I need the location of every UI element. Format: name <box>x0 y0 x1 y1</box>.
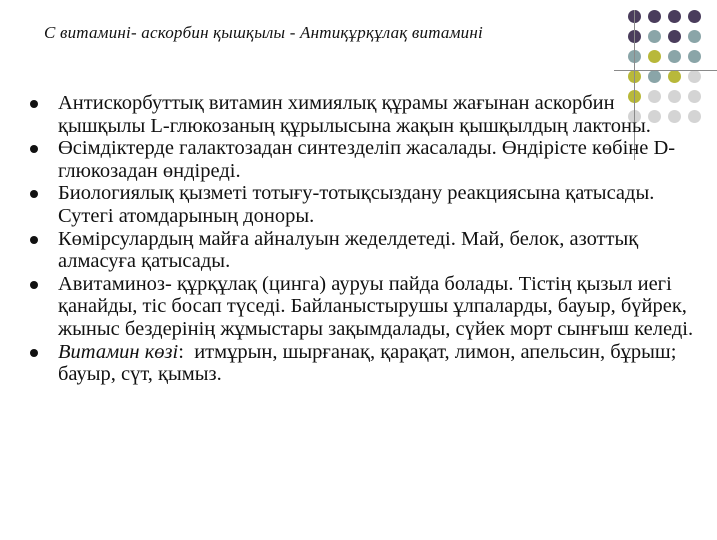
bullet-icon <box>30 100 38 108</box>
bullet-text: Авитаминоз- құрқұлақ (цинга) ауруы пайда болады. Тістің қызыл иегі қанайды, тіс босап түседі. Байланыстырушы ұлпаларды, бауыр, бүйрек, жыныс бездерінің жұмыстары зақымдалады, сүйек морт сынғыш келеді. <box>58 272 694 340</box>
slide-title: С витамині- аскорбин қышқылы - Антиқұрқұлақ витамині <box>44 23 483 42</box>
bullet-text: Биологиялық қызметі тотығу-тотықсыздану реакциясына қатысады. Сутегі атомдарының доноры. <box>58 182 655 227</box>
bullet-text: Антискорбуттық витамин химиялық құрамы жағынан аскорбин қышқылы L-глюкозаның құрылысына жақын қышқылдың лактоны. <box>58 92 651 137</box>
decorative-dot <box>688 10 701 23</box>
decorative-dot <box>668 70 681 83</box>
bullet-icon <box>30 281 38 289</box>
source-separator: : <box>178 340 195 363</box>
bullet-icon <box>30 190 38 198</box>
decorative-dot <box>688 70 701 83</box>
bullet-icon <box>30 236 38 244</box>
decorative-dot <box>648 10 661 23</box>
bullet-icon <box>30 145 38 153</box>
bullet-text: Көмірсулардың майға айналуын жеделдетеді. Май, белок, азоттық алмасуға қатысады. <box>58 227 639 273</box>
list-item <box>30 273 700 341</box>
decorative-dot <box>688 50 701 63</box>
decorative-dot <box>648 30 661 43</box>
decorative-dot <box>688 30 701 43</box>
decorative-horizontal-line <box>614 70 717 71</box>
list-item <box>30 228 700 273</box>
list-item <box>30 341 700 386</box>
decorative-dot <box>648 70 661 83</box>
bullet-icon <box>30 349 38 357</box>
source-label: Витамин көзі <box>58 340 179 363</box>
decorative-dot <box>668 50 681 63</box>
list-item <box>30 182 700 227</box>
bullet-list <box>30 92 700 386</box>
list-item <box>30 137 700 182</box>
decorative-dot <box>648 50 661 63</box>
list-item <box>30 92 700 137</box>
source-text: итмұрын, шырғанақ, қарақат, лимон, апельсин, бұрыш; бауыр, сүт, қымыз. <box>58 340 677 386</box>
decorative-dot <box>668 30 681 43</box>
decorative-dot <box>668 10 681 23</box>
bullet-text: Өсімдіктерде галактозадан синтезделіп жасалады. Өндірісте көбіне D-глюкозадан өндіреді. <box>58 137 676 182</box>
